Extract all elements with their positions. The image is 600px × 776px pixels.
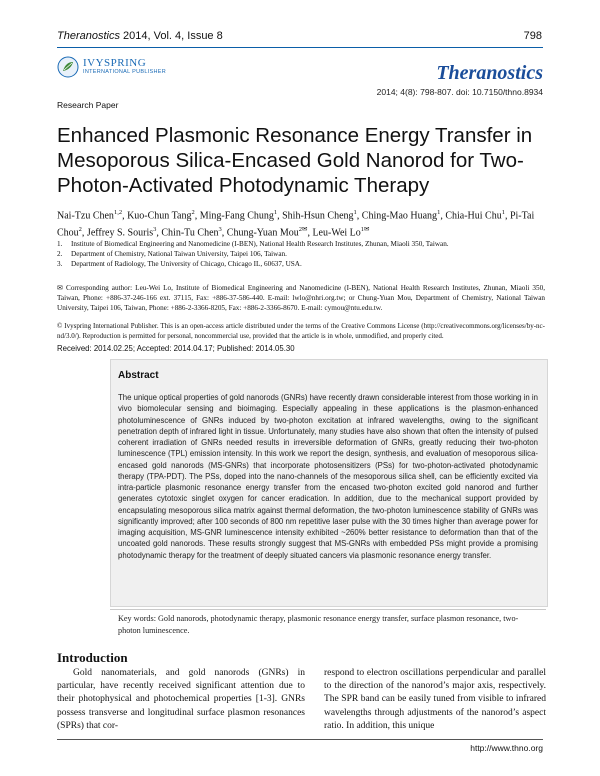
author-affiliation-mark: 1 (501, 209, 505, 216)
introduction-paragraph: Gold nanomaterials, and gold nanorods (GNRs) in particular, have recently received significant attention due to their photophysical and photochemical properties [1-3]. GNRs possess transverse and longitudinal surface plasmon resonances (SPRs) that cor- (57, 668, 305, 731)
introduction-right-column: respond to electron oscillations perpendicular and parallel to the direction of the nanorod’s major axis, respectively. The SPR band can be easily tuned from visible to infrared wavelengths through adjustments of the nanorod’s aspect ratio. In addition, this unique (324, 668, 546, 731)
ivy-leaf-icon (57, 56, 79, 78)
publication-dates: Received: 2014.02.25; Accepted: 2014.04.17; Published: 2014.05.30 (57, 344, 295, 353)
header-rule (57, 47, 543, 48)
footer-rule (57, 739, 543, 740)
page-number: 798 (523, 30, 542, 42)
journal-header (57, 30, 223, 42)
affiliation-number: 3. (57, 260, 63, 268)
affiliation-text: Department of Chemistry, National Taiwan University, Taipei 106, Taiwan. (71, 250, 287, 258)
publisher-logo (57, 56, 177, 80)
author-name: Nai-Tzu Chen (57, 210, 114, 222)
author-affiliation-mark: 2✉ (298, 226, 308, 234)
affiliation-item (57, 259, 545, 269)
author-affiliation-mark: 1 (437, 209, 441, 216)
author-list: Nai-Tzu Chen$^{1,2}$, Kuo-Chun Tang$^2$, Ming-Fang Chung$^1$, Shih-Hsun Cheng$^1$, Ching-Mao Huang$^1$, Chia-Hui Chu$^1$, Pi-Tai Chou$^2$, Jeffrey S. Souris$^3$, Chin-Tu Chen$^3$, Chung-Yuan Mou$^{2✉}$, Leu-Wei $Lo^{1✉}$ (57, 209, 535, 239)
author-name: Chin-Tu Chen (161, 227, 219, 239)
footer-url[interactable]: http://www.thno.org (470, 743, 543, 753)
corresponding-author: ✉ Corresponding author: Leu-Wei Lo, Institute of Biomedical Engineering and Nanomedicine (I-BEN), National Health Research Institutes, Zhunan, Miaoli 350, Taiwan, Phone: +886-37-246-166 ext. 37115, Fax: +886-37-586-440. E-mail: lwlo@nhri.org.tw; or Chung-Yuan Mou, Department of Chemistry, National Taiwan University, Taipei 106, Taiwan, Phone: +886-2-3366-8205, Fax: +886-2-3366-8670. E-mail: cymou@ntu.edu.tw. (57, 284, 545, 313)
publisher-name: IVYSPRING (83, 57, 147, 69)
affiliation-text: Department of Radiology, The University of Chicago, Chicago IL, 60637, USA. (71, 260, 302, 268)
keywords: Key words: Gold nanorods, photodynamic therapy, plasmonic resonance energy transfer, surface plasmon resonance, two-photon luminescence. (118, 614, 519, 635)
author-name: Shih-Hsun Cheng (282, 210, 354, 222)
author-affiliation-mark: 1,2 (113, 209, 123, 216)
author-affiliation-mark: 1 (273, 209, 278, 216)
citation-doi: 2014; 4(8): 798-807. doi: 10.7150/thno.8934 (376, 87, 543, 97)
author-affiliation-mark: 2 (191, 209, 195, 216)
introduction-heading: Introduction (57, 650, 128, 665)
affiliation-text: Institute of Biomedical Engineering and Nanomedicine (I-BEN), National Health Research Institutes, Zhunan, Miaoli 350, Taiwan. (71, 240, 449, 248)
abstract-text: The unique optical properties of gold nanorods (GNRs) have recently drawn considerable interest from those working in in vivo biomolecular sensing and bioimaging. Especially appealing in these applications is the plasmon-enhanced photoluminescence of GNRs induced by two-photon excitation at infrared wavelengths, owing to the significant penetration depth of infrared light in tissue. Unfortunately, many studies have also shown that often the intensity of pulsed coherent irradiation of GNRs needed results in irreversible deformation of GNRs, greatly reducing their two-photon luminescence (TPL) emission intensity. In this work we report the design, synthesis, and evaluation of mesoporous silica-encased gold nanorods (MS-GNRs) that incorporate photosensitizers (PSs) for two-photon-activated photodynamic therapy (TPA-PDT). The PSs, doped into the nano-channels of the mesoporous silica shell, can be efficiently excited via intra-particle plasmonic resonance energy transfer from the encased two-photon excited gold nanorod and further generates cytotoxic singlet oxygen for cancer eradication. In addition, due to the mechanical support provided by encapsulating mesoporous silica matrix against thermal deformation, the two-photon luminescence stability of GNRs was significantly improved; after 100 seconds of 800 nm repetitive laser pulse with the 30 times higher than average power for imaging acquisition, MS-GNR luminescence intensity exhibited ~260% better resistance to deformation than that of the uncoated gold nanorods. These results strongly suggest that MS-GNRs with embedded PSs might provide a promising photodynamic therapy for the treatment of deeply situated cancers via plasmonic resonance energy transfer. (118, 393, 538, 560)
author-affiliation-mark: 3 (153, 226, 157, 234)
article-type: Research Paper (57, 100, 119, 110)
author-name: Kuo-Chun Tang (127, 210, 192, 222)
affiliations (57, 239, 545, 269)
introduction-left-column (57, 667, 305, 733)
affiliation-number: 1. (57, 240, 63, 248)
author-affiliation-mark: 1✉ (360, 226, 370, 234)
author-name: Jeffrey S. Souris (86, 227, 154, 239)
author-name: Ming-Fang Chung (199, 210, 274, 222)
publisher-subtitle: INTERNATIONAL PUBLISHER (83, 69, 166, 75)
author-name: Ching-Mao Huang (361, 210, 438, 222)
author-affiliation-mark: 1 (353, 209, 357, 216)
author-name: Chung-Yuan Mou (226, 227, 299, 239)
journal-name: Theranostics (57, 30, 120, 42)
abstract-heading: Abstract (118, 370, 159, 381)
abstract-divider (110, 609, 546, 610)
author-name: Leu-Wei Lo (312, 227, 361, 239)
affiliation-item (57, 239, 545, 249)
copyright-notice: © Ivyspring International Publisher. This is an open-access article distributed under the terms of the Creative Commons License (http://creativecommons.org/licenses/by-nc-nd/3.0/). Reproduction is permitted for personal, noncommercial use, provided that the article is in whole, unmodified, and properly cited. (57, 322, 545, 340)
affiliation-number: 2. (57, 250, 63, 258)
paper-title: Enhanced Plasmonic Resonance Energy Transfer in Mesoporous Silica-Encased Gold Nanorod for Two-Photon-Activated Photodynamic Therapy (57, 124, 533, 197)
journal-volume: 2014, Vol. 4, Issue 8 (119, 30, 223, 42)
author-name: Pi-Tai Chou (57, 210, 535, 239)
affiliation-item (57, 249, 545, 259)
author-affiliation-mark: 2 (78, 226, 82, 234)
author-affiliation-mark: 3 (218, 226, 222, 234)
journal-logo: Theranostics (436, 62, 543, 84)
author-name: Chia-Hui Chu (445, 210, 502, 222)
